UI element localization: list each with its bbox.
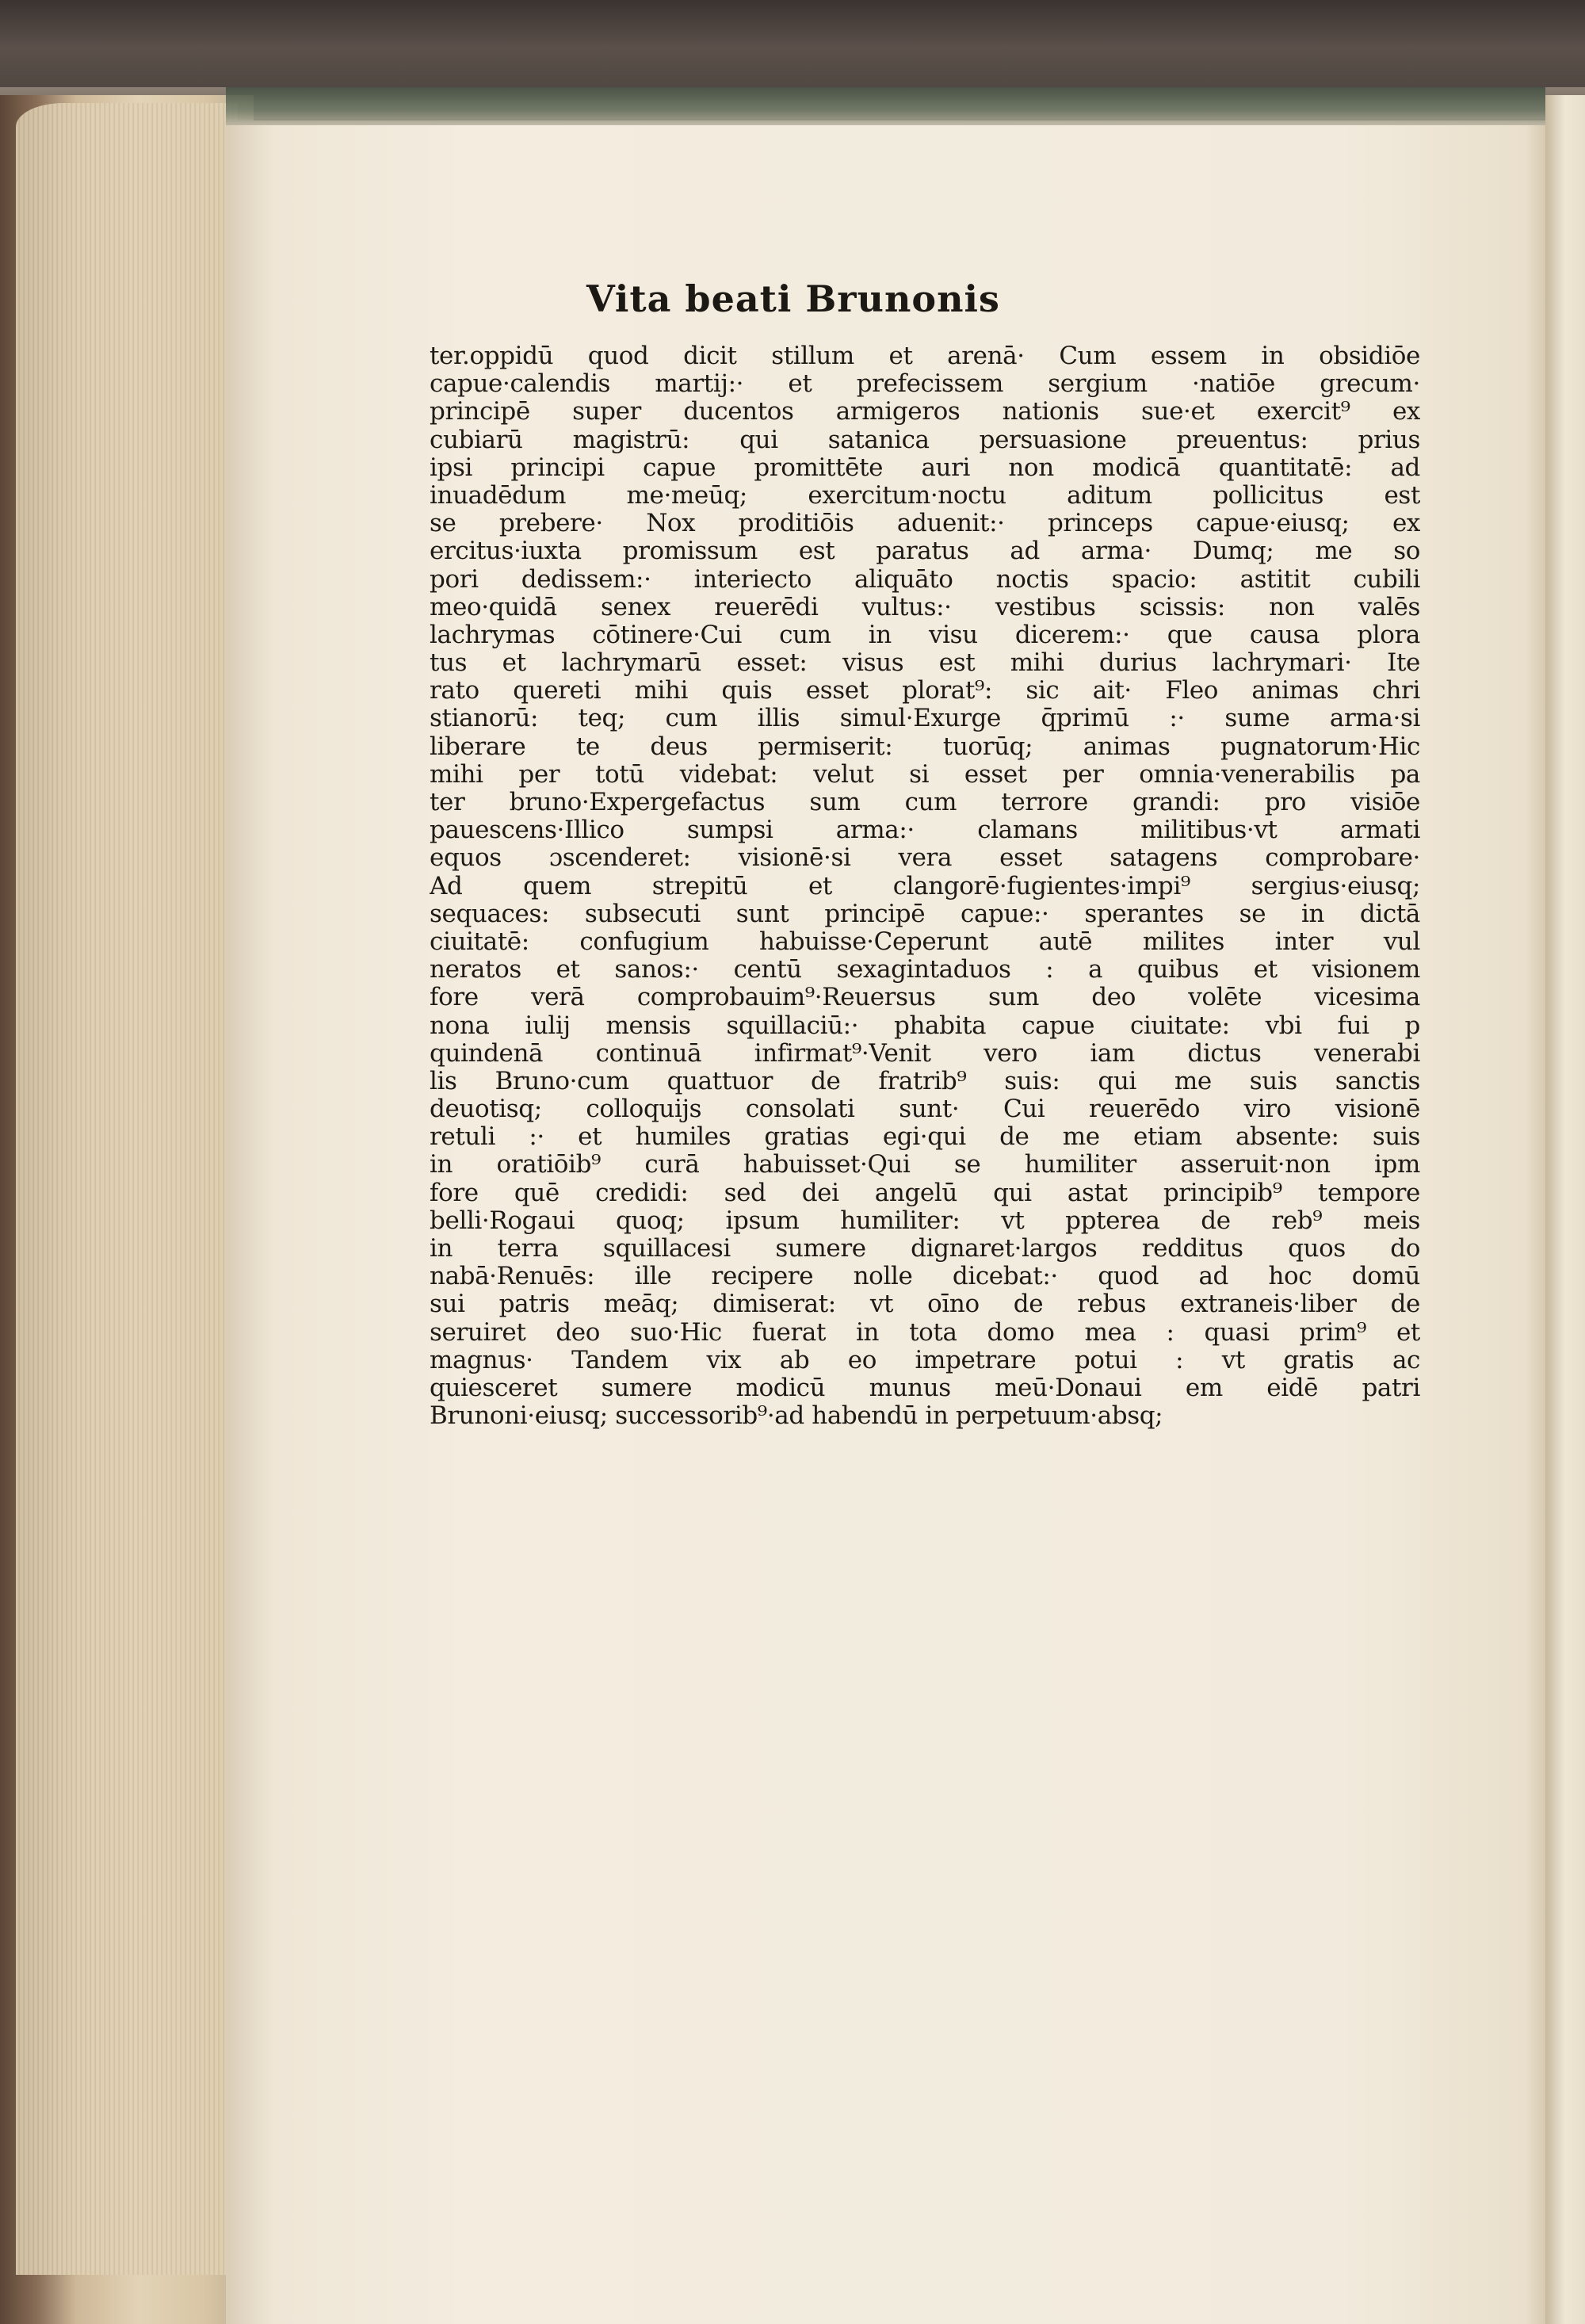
text-line: mihi per totū videbat: velut si esset per omnia·venerabilis pa bbox=[430, 760, 1420, 789]
facing-page-edge bbox=[1545, 95, 1585, 2324]
text-line: ter bruno·Expergefactus sum cum terrore grandi: pro visiōe bbox=[430, 789, 1420, 816]
text-line: principē super ducentos armigeros nationis sue·et exercit⁹ ex bbox=[430, 398, 1420, 426]
text-line: Ad quem strepitū et clangorē·fugientes·impi⁹ sergius·eiusq; bbox=[430, 872, 1420, 900]
text-line: pauescens·Illico sumpsi arma:· clamans militibus·vt armati bbox=[430, 816, 1420, 845]
text-line: magnus· Tandem vix ab eo impetrare potui : vt gratis ac bbox=[430, 1346, 1420, 1374]
text-line: neratos et sanos:· centū sexagintaduos : a quibus et visionem bbox=[430, 956, 1420, 984]
text-line: lis Bruno·cum quattuor de fratrib⁹ suis: qui me suis sanctis bbox=[430, 1067, 1420, 1095]
text-line: quindenā continuā infirmat⁹·Venit vero iam dictus venerabi bbox=[430, 1039, 1420, 1068]
text-line: ciuitatē: confugium habuisse·Ceperunt autē milites inter vul bbox=[430, 927, 1420, 956]
text-line: Brunoni·eiusq; successorib⁹·ad habendū in perpetuum·absq; bbox=[430, 1402, 1163, 1431]
text-line: deuotisq; colloquijs consolati sunt· Cui reuerēdo viro visionē bbox=[430, 1095, 1420, 1124]
text-line: sui patris meāq; dimiserat: vt oīno de rebus extraneis·liber de bbox=[430, 1290, 1420, 1319]
page-top-shadow bbox=[226, 87, 1545, 125]
text-line: ipsi principi capue promittēte auri non modicā quantitatē: ad bbox=[430, 453, 1420, 482]
text-line: sequaces: subsecuti sunt principē capue:· sperantes se in dictā bbox=[430, 900, 1420, 928]
text-line: lachrymas cōtinere·Cui cum in visu dicerem:· que causa plora bbox=[430, 621, 1420, 649]
page-stack bbox=[16, 103, 238, 2275]
text-line: se prebere· Nox proditiōis aduenit:· princeps capue·eiusq; ex bbox=[430, 510, 1420, 538]
text-line: fore quē credidi: sed dei angelū qui astat principib⁹ tempore bbox=[430, 1179, 1420, 1207]
text-line: belli·Rogaui quoq; ipsum humiliter: vt ppterea de reb⁹ meis bbox=[430, 1206, 1420, 1235]
text-line: stianorū: teq; cum illis simul·Exurge q̄primū :· sume arma·si bbox=[430, 705, 1420, 733]
text-line: fore verā comprobauim⁹·Reuersus sum deo volēte vicesima bbox=[430, 984, 1420, 1012]
text-line: meo·quidā senex reuerēdi vultus:· vestibus scissis: non valēs bbox=[430, 593, 1420, 621]
text-line: capue·calendis martij:· et prefecissem sergium ·natiōe grecum· bbox=[430, 370, 1420, 399]
text-line: equos ɔscenderet: visionē·si vera esset satagens comprobare· bbox=[430, 844, 1420, 873]
text-line: ercitus·iuxta promissum est paratus ad arma· Dumq; me so bbox=[430, 537, 1420, 566]
text-line: liberare te deus permiserit: tuorūq; animas pugnatorum·Hic bbox=[430, 732, 1420, 761]
text-line: nona iulij mensis squillaciū:· phabita capue ciuitate: vbi fui p bbox=[430, 1011, 1420, 1040]
text-line: retuli :· et humiles gratias egi·qui de me etiam absente: suis bbox=[430, 1123, 1420, 1152]
text-line: nabā·Renuēs: ille recipere nolle dicebat:· quod ad hoc domū bbox=[430, 1263, 1420, 1291]
text-line: in oratiōib⁹ curā habuisset·Qui se humiliter asseruit·non ipm bbox=[430, 1151, 1420, 1179]
text-line: pori dedissem:· interiecto aliquāto noctis spacio: astitit cubili bbox=[430, 565, 1420, 594]
text-line: tus et lachrymarū esset: visus est mihi durius lachrymari· Ite bbox=[430, 649, 1420, 678]
text-line: seruiret deo suo·Hic fuerat in tota domo mea : quasi prim⁹ et bbox=[430, 1318, 1420, 1347]
text-column bbox=[430, 342, 1420, 1430]
text-line: rato quereti mihi quis esset plorat⁹: sic ait· Fleo animas chri bbox=[430, 677, 1420, 705]
text-line: inuadēdum me·meūq; exercitum·noctu aditum pollicitus est bbox=[430, 481, 1420, 510]
running-head: Vita beati Brunonis bbox=[586, 277, 1000, 320]
text-line: cubiarū magistrū: qui satanica persuasione preuentus: prius bbox=[430, 426, 1420, 454]
text-line: quiesceret sumere modicū munus meū·Donaui em eidē patri bbox=[430, 1374, 1420, 1402]
text-line: in terra squillacesi sumere dignaret·largos redditus quos do bbox=[430, 1235, 1420, 1263]
text-line: ter.oppidū quod dicit stillum et arenā· Cum essem in obsidiōe bbox=[430, 342, 1420, 370]
